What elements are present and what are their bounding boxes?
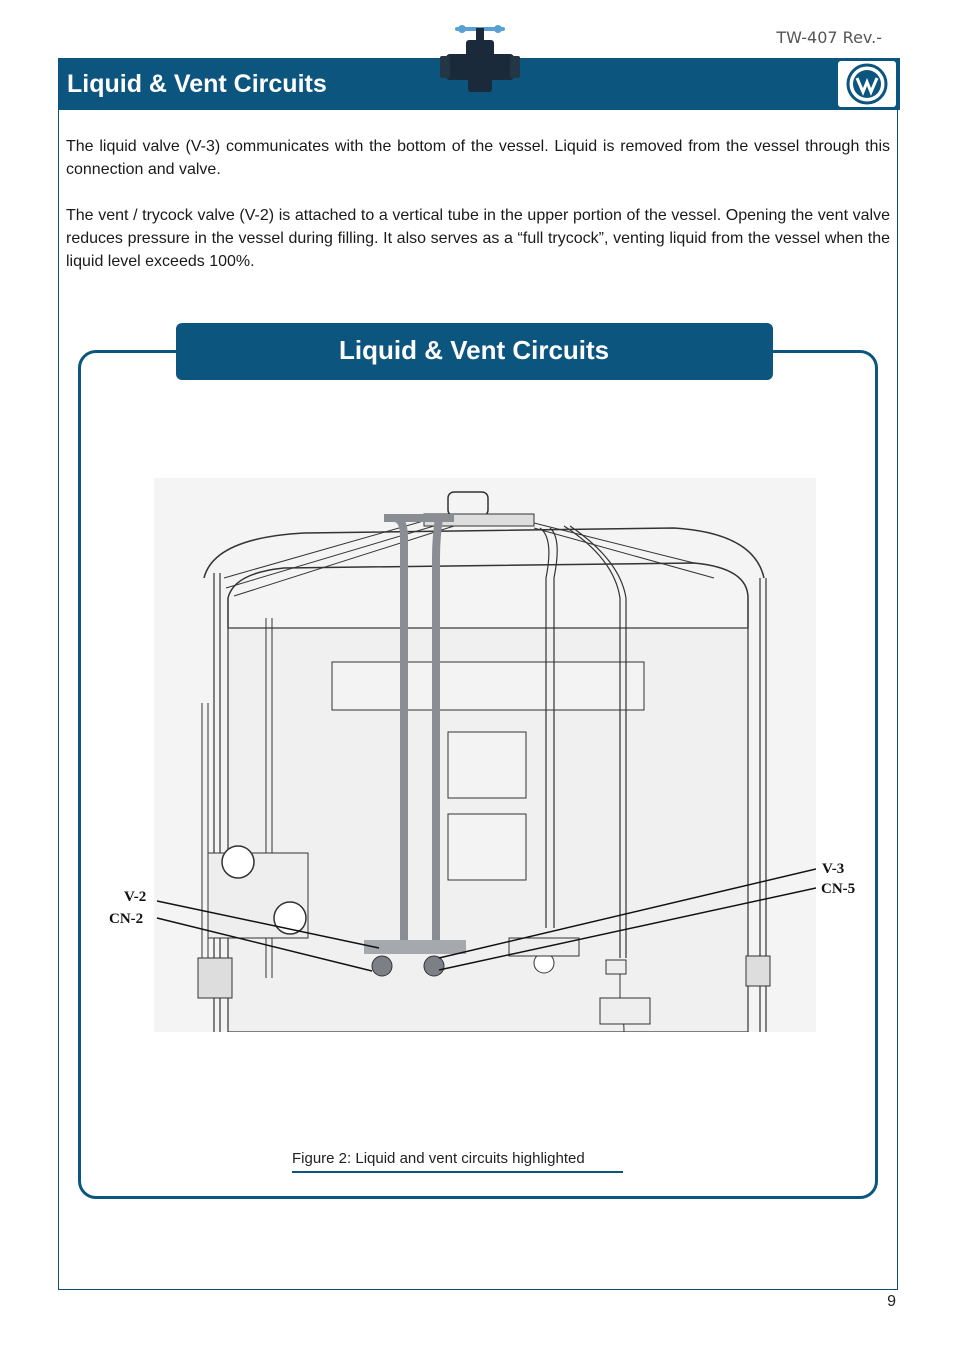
company-logo [838, 61, 896, 107]
intro-paragraph-liquid-valve: The liquid valve (V-3) communicates with the bottom of the vessel. Liquid is removed from the vessel through this connection and valve. [66, 138, 890, 178]
valve-icon [440, 24, 520, 96]
page-title: Liquid & Vent Circuits [67, 70, 327, 98]
vessel-drawing [154, 478, 816, 1032]
label-v2: V-2 [124, 889, 147, 905]
label-cn5: CN-5 [821, 881, 856, 897]
figure-banner [176, 323, 773, 380]
label-v3: V-3 [822, 861, 845, 877]
figure-caption: Figure 2: Liquid and vent circuits highlighted [292, 1150, 623, 1173]
intro-paragraph-vent-valve: The vent / trycock valve (V-2) is attached to a vertical tube in the upper portion of the vessel. Opening the vent valve reduces pressure in the vessel during filling. It also serves as a “full trycock”, venting liquid from the vessel when the liquid level exceeds 100%. [66, 207, 890, 270]
document-id: TW-407 Rev.- [776, 28, 882, 47]
page-number: 9 [887, 1293, 896, 1310]
label-cn2: CN-2 [109, 911, 144, 927]
figure-banner-title: Liquid & Vent Circuits [339, 335, 610, 365]
